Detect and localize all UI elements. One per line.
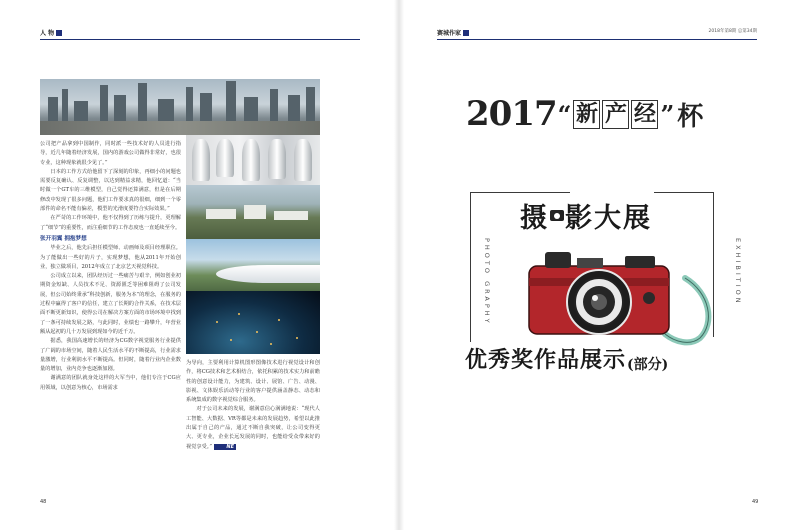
high-speed-train-photo (186, 239, 320, 291)
section-label-text: 人 物 (40, 30, 55, 37)
title-suffix: 杯 (677, 101, 704, 132)
award-main: 优秀奖作品展示 (465, 347, 627, 373)
aerial-campus-photo (186, 185, 320, 239)
vertical-text-left: PHOTO GRAPHY (483, 238, 491, 326)
vertical-text-right: EXHIBITION (734, 238, 742, 306)
issue-info: 2018年第8期 总第34期 (708, 29, 757, 34)
article-paragraph: 在严苛的工作环境中，他不仅得到了历练与提升，更理解了“细节”的重要性，而注重细节的工作态度也一直延续至今。 (40, 215, 181, 231)
ne-logo: NE (214, 444, 236, 450)
award-heading (465, 344, 668, 374)
contest-title (466, 92, 766, 136)
title-boxed-char: 产 (602, 100, 629, 129)
article-column-left (40, 140, 181, 393)
left-page-number: 48 (40, 499, 47, 505)
article-paragraph: 日本的工作方式给他留下了深刻的印象，再细小的问题也需要反复确认、反复调整，以达到精益求精，他回忆道：“当时做一个GT车的三维模型，自己觉得还算满意，但是在后期修改中发现了很多问题，他们工作要求真的很细，细到一个零部件的命名不能有偏差，模型的光滑度要符合实际效果。” (40, 168, 181, 213)
right-page-number: 49 (752, 499, 759, 505)
left-header-rule (40, 39, 360, 40)
photo-title-rest: 影大展 (565, 203, 652, 234)
photo-title-first: 摄 (520, 203, 549, 234)
article-paragraph: 公司成立以来，团队经历过一些痛苦与艰辛，例如创业初期资金短缺、人员技术不足、资源匮乏等困难阻碍了公司发展，但公司始终秉承“科技创新，服务为本”的理念，在服务的过程中赢得了客户的信任，建立了长期的合作关系，在技术层面不断更新知识，使得公司在解决方案方面的市场环境中找到了一条可持续发展之路，与此同时，业绩也一路攀升，年营业额从起初的几十万发展到现如今的近千万。 (40, 273, 181, 335)
article-column-right (186, 359, 320, 452)
gutter-shadow (394, 0, 404, 530)
vintage-camera-illustration (515, 238, 725, 348)
close-quote: ” (660, 99, 675, 129)
title-boxed-char: 经 (631, 100, 658, 129)
right-section-label (437, 28, 469, 37)
open-quote: “ (557, 99, 572, 129)
award-sub: (部分) (627, 357, 669, 373)
city-skyline-photo (40, 79, 320, 135)
title-boxed-char: 新 (573, 100, 600, 129)
section-label-text: 赛城作家 (437, 30, 462, 37)
article-paragraph: 对于公司未来的发展，谢满意信心满满地说：“现代人工智能、大数据、VR等都是未来的发展趋势，希望以此推出属于自己的产品，通过不断自我突破，让公司变得更大、更专业，企业长远发展的同时，也能给受众带来好的视觉享受。” (186, 406, 320, 450)
article-subheading: 张开羽翼 拥抱梦想 (40, 235, 87, 242)
title-year: 2017 (466, 94, 557, 134)
article-paragraph: 谢满意的团队就身处这样的大军当中，他们专注于CG应用领域，以创意为核心，市场需求 (40, 375, 181, 391)
frame-left-edge (470, 232, 471, 342)
article-paragraph: 公司把产品拿到中国制作，同时派一些技术好的人员进行指导，近几年随着经济发展，国内的游戏公司做得非常好，也很专业，这种现象就很少见了。” (40, 141, 181, 166)
right-header-rule (437, 39, 757, 40)
article-paragraph: 为导向，主要利用计算机图形图像技术进行视觉设计和创作，将CG技术和艺术相结合，依托积累的技术实力和前瞻性的创意设计能力，为建筑、设计、展馆、广告、动漫、影视、文体娱乐活动等行业的客户提供涵盖静态、动态和系统集成的数字视觉综合服务。 (186, 360, 320, 404)
left-section-label (40, 28, 62, 37)
photo-exhibition-title (520, 196, 652, 235)
article-paragraph-last (186, 405, 320, 451)
article-paragraph: 毕业之后，他先后担任模型师、动画师及项目经理职位。为了能做出一些好的片子，实现梦想，他从2011年开始创业，独立做项目，2012年成立了北京艺天视觉科技。 (40, 245, 181, 270)
section-square-icon (463, 30, 469, 36)
sculpture-photo (186, 135, 320, 185)
section-square-icon (56, 30, 62, 36)
article-paragraph: 据悉，我国高速增长的经济为CG数字视觉服务行业提供了广阔的市场空间，随着人民生活水平的不断提高，行业需求量激增，行业利润水平不断提高。但同时，随着行业内企业数量的增加，业内竞争也逐渐加剧。 (40, 338, 181, 373)
camera-icon (550, 210, 564, 221)
earth-network-photo (186, 291, 320, 354)
